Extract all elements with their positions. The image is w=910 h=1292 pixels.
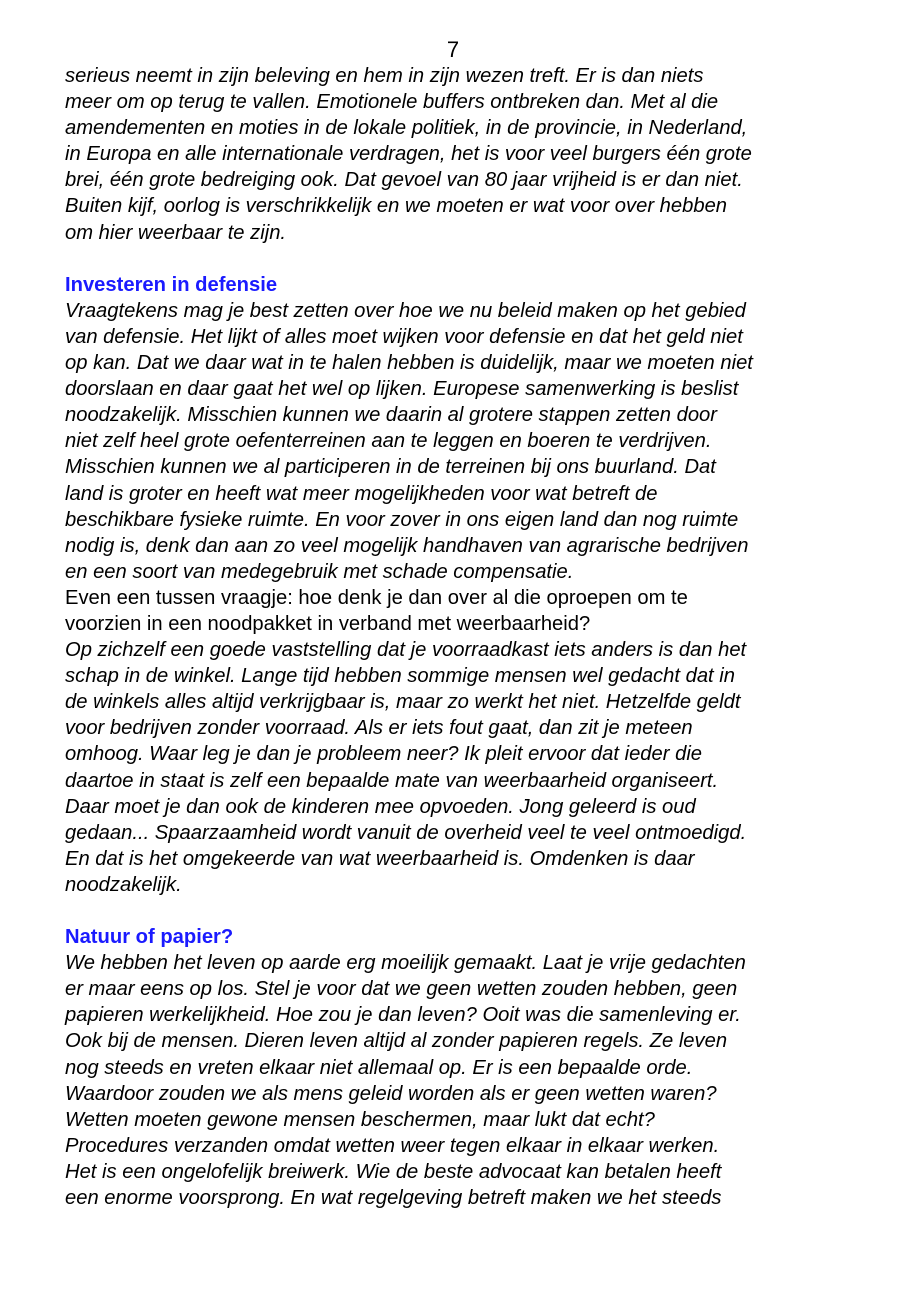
text-line: nodig is, denk dan aan zo veel mogelijk handhaven van agrarische bedrijven [65,534,749,557]
text-line: brei, één grote bedreiging ook. Dat gevoel van 80 jaar vrijheid is er dan niet. [65,169,743,192]
text-line: een enorme voorsprong. En wat regelgeving betreft maken we het steeds [65,1187,722,1210]
section-heading-defensie: Investeren in defensie [65,273,278,296]
text-line: voor bedrijven zonder voorraad. Als er iets fout gaat, dan zit je meteen [65,717,693,740]
text-line: en een soort van medegebruik met schade compensatie. [65,560,574,583]
text-line: Waardoor zouden we als mens geleid worden als er geen wetten waren? [65,1082,717,1105]
text-line: Het is een ongelofelijk breiwerk. Wie de beste advocaat kan betalen heeft [65,1160,722,1183]
question-line: voorzien in een noodpakket in verband met weerbaarheid? [65,612,591,635]
text-line: Op zichzelf een goede vaststelling dat je voorraadkast iets anders is dan het [65,639,747,662]
text-line: noodzakelijk. [65,873,182,896]
text-line: Daar moet je dan ook de kinderen mee opvoeden. Jong geleerd is oud [65,795,696,818]
question-line: Even een tussen vraagje: hoe denk je dan over al die oproepen om te [65,586,688,609]
text-line: niet zelf heel grote oefenterreinen aan te leggen en boeren te verdrijven. [65,430,712,453]
text-line: land is groter en heeft wat meer mogelijkheden voor wat betreft de [65,482,658,505]
paragraph-spacer [65,246,865,272]
answer-paragraph-defensie [65,298,865,585]
intro-paragraph [65,63,865,246]
interviewer-question [65,585,865,637]
text-line: omhoog. Waar leg je dan je probleem neer? Ik pleit ervoor dat ieder die [65,743,703,766]
text-line: doorslaan en daar gaat het wel op lijken. Europese samenwerking is beslist [65,378,739,401]
text-line: in Europa en alle internationale verdragen, het is voor veel burgers één grote [65,143,752,166]
text-line: daartoe in staat is zelf een bepaalde mate van weerbaarheid organiseert. [65,769,719,792]
text-line: We hebben het leven op aarde erg moeilijk gemaakt. Laat je vrije gedachten [65,952,746,975]
answer-paragraph-noodpakket [65,637,865,898]
text-line: Wetten moeten gewone mensen beschermen, maar lukt dat echt? [65,1108,655,1131]
text-line: Vraagtekens mag je best zetten over hoe we nu beleid maken op het gebied [65,299,746,322]
text-line: van defensie. Het lijkt of alles moet wijken voor defensie en dat het geld niet [65,325,743,348]
text-line: Buiten kijf, oorlog is verschrikkelijk en we moeten er wat voor over hebben [65,195,728,218]
text-line: de winkels alles altijd verkrijgbaar is, maar zo werkt het niet. Hetzelfde geldt [65,691,741,714]
text-line: er maar eens op los. Stel je voor dat we geen wetten zouden hebben, geen [65,978,738,1001]
text-line: gedaan... Spaarzaamheid wordt vanuit de overheid veel te veel ontmoedigd. [65,821,747,844]
text-line: nog steeds en vreten elkaar niet allemaal op. Er is een bepaalde orde. [65,1056,693,1079]
paragraph-spacer [65,898,865,924]
page-content [65,63,865,1211]
text-line: Procedures verzanden omdat wetten weer tegen elkaar in elkaar werken. [65,1134,720,1157]
text-line: Misschien kunnen we al participeren in de terreinen bij ons buurland. Dat [65,456,716,479]
text-line: schap in de winkel. Lange tijd hebben sommige mensen wel gedacht dat in [65,665,735,688]
text-line: papieren werkelijkheid. Hoe zou je dan leven? Ooit was die samenleving er. [65,1004,741,1027]
text-line: Ook bij de mensen. Dieren leven altijd al zonder papieren regels. Ze leven [65,1030,728,1053]
page-number: 7 [446,37,460,62]
answer-paragraph-natuur [65,950,865,1211]
text-line: noodzakelijk. Misschien kunnen we daarin al grotere stappen zetten door [65,404,718,427]
text-line: meer om op terug te vallen. Emotionele buffers ontbreken dan. Met al die [65,91,719,114]
section-heading-natuur: Natuur of papier? [65,926,234,949]
text-line: op kan. Dat we daar wat in te halen hebben is duidelijk, maar we moeten niet [65,352,753,375]
text-line: beschikbare fysieke ruimte. En voor zover in ons eigen land dan nog ruimte [65,508,739,531]
text-line: En dat is het omgekeerde van wat weerbaarheid is. Omdenken is daar [65,847,695,870]
text-line: serieus neemt in zijn beleving en hem in zijn wezen treft. Er is dan niets [65,65,704,87]
text-line: amendementen en moties in de lokale politiek, in de provincie, in Nederland, [65,117,748,140]
text-line: om hier weerbaar te zijn. [65,221,287,244]
